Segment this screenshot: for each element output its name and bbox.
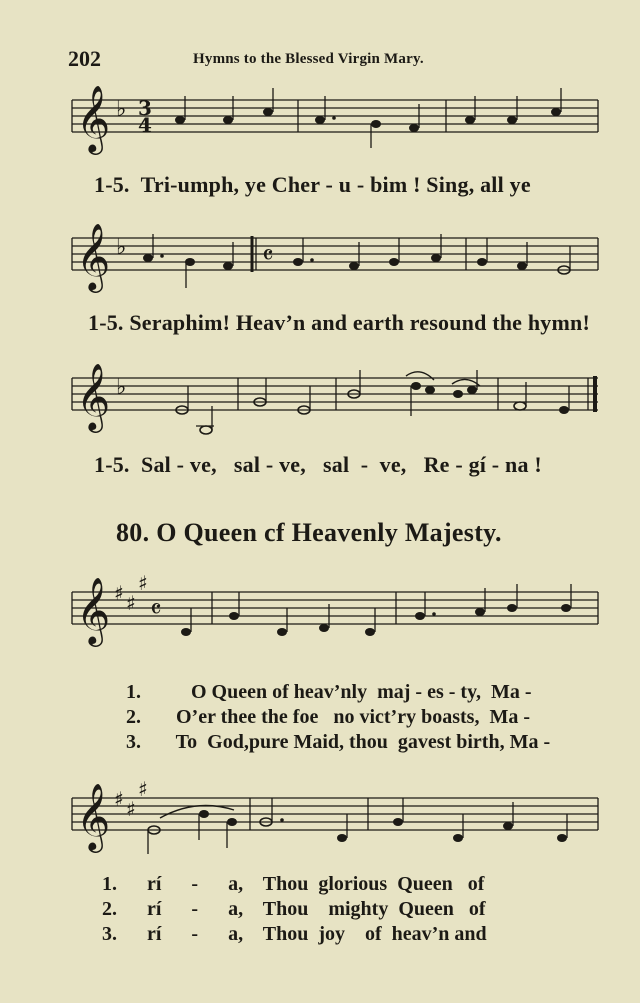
notes-staff-2 — [143, 234, 570, 288]
treble-clef-icon: 𝄞 — [76, 576, 111, 644]
flat-icon: ♭ — [116, 235, 127, 260]
verse-text: O’er thee the foe no vict’ry boasts, Ma - — [166, 706, 530, 728]
verse-text: rí - a, Thou joy of heav’n and — [142, 923, 487, 945]
sharp-icon: ♯ — [114, 581, 124, 605]
verse-text: rí - a, Thou glorious Queen of — [142, 873, 485, 895]
lyric-line-1: 1-5. Tri-umph, ye Cher - u - bim ! Sing, all ye — [94, 172, 531, 197]
verse-number: 2. — [102, 898, 117, 920]
treble-clef-icon: 𝄞 — [76, 362, 111, 430]
treble-clef-icon: 𝄞 — [76, 782, 111, 850]
page-number: 202 — [68, 46, 101, 71]
sharp-icon: ♯ — [114, 787, 124, 811]
verse-line — [92, 900, 487, 946]
verse-number: 1. — [126, 681, 141, 703]
flat-icon: ♭ — [116, 97, 127, 122]
verse-text: To God,pure Maid, thou gavest birth, Ma - — [166, 731, 551, 753]
sharp-icon: ♯ — [138, 571, 148, 595]
common-time-icon: 𝄴 — [262, 241, 274, 271]
time-signature-top: 3 — [138, 96, 152, 120]
hymn-title: 80. O Queen cf Heavenly Majesty. — [116, 518, 502, 547]
staff-5 — [72, 798, 598, 830]
flat-icon: ♭ — [116, 375, 127, 400]
verse-number: 3. — [102, 923, 117, 945]
lyric-line-2: 1-5. Seraphim! Heav’n and earth resound the hymn! — [88, 310, 590, 335]
verse-text: rí - a, Thou mighty Queen of — [142, 898, 486, 920]
treble-clef-icon: 𝄞 — [76, 222, 111, 290]
slur — [160, 806, 234, 819]
verse-line — [116, 708, 550, 754]
treble-clef-icon: 𝄞 — [76, 84, 111, 152]
lyric-line-3: 1-5. Sal - ve, sal - ve, sal - ve, Re - gí - na ! — [94, 452, 542, 477]
verse-number: 2. — [126, 706, 141, 728]
notes-staff-1 — [175, 88, 561, 148]
staff-3 — [72, 376, 598, 412]
verse-text: O Queen of heav’nly maj - es - ty, Ma - — [166, 681, 532, 703]
time-signature-bottom: 4 — [138, 113, 152, 137]
slur — [452, 379, 480, 386]
sharp-icon: ♯ — [138, 777, 148, 801]
running-title: Hymns to the Blessed Virgin Mary. — [193, 51, 424, 67]
common-time-icon: 𝄴 — [150, 595, 162, 625]
verse-number: 1. — [102, 873, 117, 895]
verse-number: 3. — [126, 731, 141, 753]
slur — [406, 372, 434, 380]
sharp-icon: ♯ — [126, 591, 136, 615]
sharp-icon: ♯ — [126, 797, 136, 821]
